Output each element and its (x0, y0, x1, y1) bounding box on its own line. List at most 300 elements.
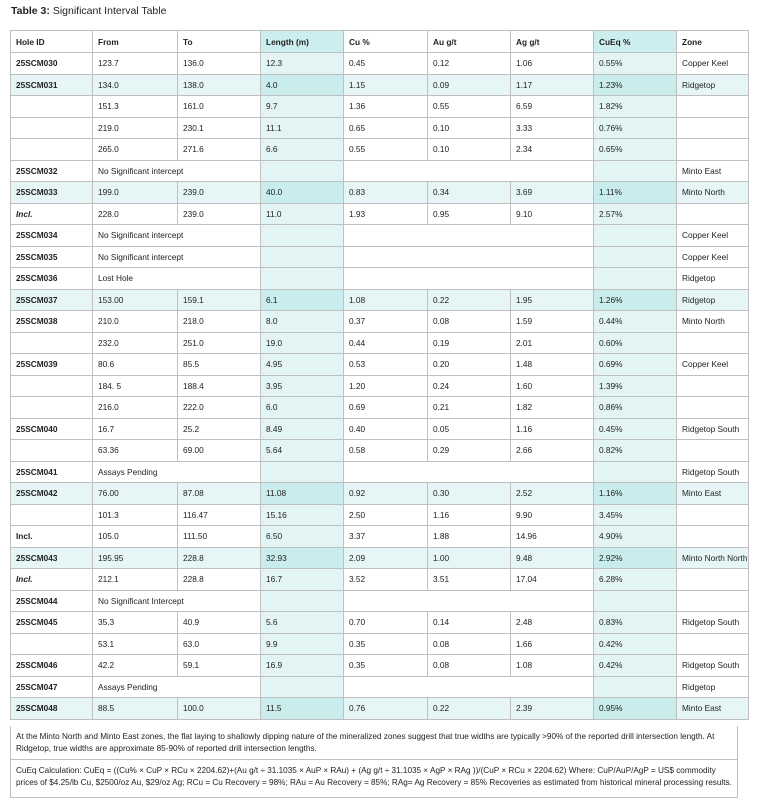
cell-length: 9.9 (261, 633, 344, 655)
table-row (11, 526, 749, 548)
cell-zone: Ridgetop South (677, 612, 749, 634)
cell-length: 9.7 (261, 96, 344, 118)
cell-au: 0.21 (428, 397, 511, 419)
cell-au: 0.95 (428, 203, 511, 225)
cell-length (261, 246, 344, 268)
cell-cu: 0.40 (344, 418, 428, 440)
cell-cu: 1.93 (344, 203, 428, 225)
cell-length: 6.6 (261, 139, 344, 161)
cell-to: 116.47 (178, 504, 261, 526)
cell-cueq (594, 246, 677, 268)
header-cu: Cu % (344, 31, 428, 53)
cell-zone: Ridgetop South (677, 418, 749, 440)
cell-empty (344, 268, 594, 290)
table-row (11, 332, 749, 354)
table-row (11, 440, 749, 462)
cell-ag: 2.39 (511, 698, 594, 720)
cell-hole-id (11, 332, 93, 354)
cell-length (261, 160, 344, 182)
cell-from: 134.0 (93, 74, 178, 96)
cell-cu: 3.37 (344, 526, 428, 548)
cell-cu: 3.52 (344, 569, 428, 591)
cell-au: 0.05 (428, 418, 511, 440)
cell-zone (677, 117, 749, 139)
table-row (11, 160, 749, 182)
cell-ag: 1.66 (511, 633, 594, 655)
cell-zone: Ridgetop (677, 268, 749, 290)
cell-to: 188.4 (178, 375, 261, 397)
cell-from: 153.00 (93, 289, 178, 311)
cell-au: 0.08 (428, 655, 511, 677)
cell-hole-id: 25SCM041 (11, 461, 93, 483)
cell-from: 42.2 (93, 655, 178, 677)
cell-from: 53.1 (93, 633, 178, 655)
cell-zone: Minto East (677, 483, 749, 505)
cell-zone (677, 397, 749, 419)
cell-cueq (594, 676, 677, 698)
cell-hole-id (11, 440, 93, 462)
cell-ag: 1.08 (511, 655, 594, 677)
cell-zone: Minto North North (677, 547, 749, 569)
cell-cueq: 0.65% (594, 139, 677, 161)
table-title-prefix: Table 3: (11, 5, 50, 17)
cell-au: 0.20 (428, 354, 511, 376)
cell-hole-id: 25SCM038 (11, 311, 93, 333)
cell-cu: 0.65 (344, 117, 428, 139)
table-row (11, 504, 749, 526)
cell-hole-id: 25SCM037 (11, 289, 93, 311)
cell-length: 5.64 (261, 440, 344, 462)
cell-length: 11.08 (261, 483, 344, 505)
cell-cu: 0.70 (344, 612, 428, 634)
cell-hole-id: 25SCM040 (11, 418, 93, 440)
cell-length (261, 225, 344, 247)
cell-to: 59.1 (178, 655, 261, 677)
cell-length: 12.3 (261, 53, 344, 75)
table-row (11, 96, 749, 118)
table-row (11, 117, 749, 139)
cell-ag: 17.04 (511, 569, 594, 591)
cell-zone (677, 504, 749, 526)
table-header-row (11, 31, 749, 53)
cell-to: 251.0 (178, 332, 261, 354)
cell-cu: 1.36 (344, 96, 428, 118)
table-row (11, 53, 749, 75)
cell-length (261, 590, 344, 612)
cell-zone: Copper Keel (677, 246, 749, 268)
cell-from: 212.1 (93, 569, 178, 591)
cell-au: 0.22 (428, 289, 511, 311)
cell-hole-id: 25SCM039 (11, 354, 93, 376)
header-ag: Ag g/t (511, 31, 594, 53)
cell-ag: 2.01 (511, 332, 594, 354)
cell-cu: 0.44 (344, 332, 428, 354)
cell-from: 184. 5 (93, 375, 178, 397)
cell-from: 151.3 (93, 96, 178, 118)
table-row (11, 354, 749, 376)
header-length: Length (m) (261, 31, 344, 53)
cell-cueq: 0.42% (594, 655, 677, 677)
cell-hole-id: 25SCM035 (11, 246, 93, 268)
cell-length (261, 461, 344, 483)
cell-empty (344, 160, 594, 182)
cell-to: 228.8 (178, 547, 261, 569)
cell-zone (677, 375, 749, 397)
cell-length: 4.0 (261, 74, 344, 96)
cell-cueq: 0.86% (594, 397, 677, 419)
cell-from: 199.0 (93, 182, 178, 204)
cell-length: 8.49 (261, 418, 344, 440)
cell-zone (677, 526, 749, 548)
table-row (11, 74, 749, 96)
cell-from: 210.0 (93, 311, 178, 333)
table-row (11, 547, 749, 569)
cell-length: 15.16 (261, 504, 344, 526)
cell-cueq: 1.39% (594, 375, 677, 397)
cell-ag: 1.60 (511, 375, 594, 397)
table-row (11, 612, 749, 634)
cell-to: 111.50 (178, 526, 261, 548)
cell-cueq: 0.42% (594, 633, 677, 655)
cell-cueq: 3.45% (594, 504, 677, 526)
cell-to: 218.0 (178, 311, 261, 333)
cell-cueq: 0.55% (594, 53, 677, 75)
cell-to: 69.00 (178, 440, 261, 462)
header-cueq: CuEq % (594, 31, 677, 53)
cell-from: 228.0 (93, 203, 178, 225)
cell-au: 0.08 (428, 311, 511, 333)
cell-length: 40.0 (261, 182, 344, 204)
true-width-note: At the Minto North and Minto East zones, the flat laying to shallowly dipping nature of the mineralized zones suggest that true widths are typically >90% of the reported drill intersection length. At Ridgetop, true widths are approximate 85-90% of reported drill intersection lengths. (10, 726, 738, 760)
table-row (11, 375, 749, 397)
cell-hole-id: Incl. (11, 526, 93, 548)
cell-zone: Ridgetop (677, 74, 749, 96)
cell-zone: Minto North (677, 182, 749, 204)
cell-cueq: 1.11% (594, 182, 677, 204)
cell-cu: 2.09 (344, 547, 428, 569)
cell-length: 16.9 (261, 655, 344, 677)
cell-empty (344, 676, 594, 698)
header-au: Au g/t (428, 31, 511, 53)
cell-cueq: 1.16% (594, 483, 677, 505)
cell-to: 100.0 (178, 698, 261, 720)
header-to: To (178, 31, 261, 53)
cell-cu: 0.53 (344, 354, 428, 376)
cell-from: 105.0 (93, 526, 178, 548)
cell-from: 232.0 (93, 332, 178, 354)
cell-zone (677, 139, 749, 161)
cell-au: 0.30 (428, 483, 511, 505)
cell-hole-id: 25SCM046 (11, 655, 93, 677)
table-row (11, 246, 749, 268)
table-row (11, 397, 749, 419)
cell-hole-id (11, 633, 93, 655)
cell-to: 85.5 (178, 354, 261, 376)
table-row (11, 590, 749, 612)
cell-cueq (594, 268, 677, 290)
cell-zone (677, 569, 749, 591)
cell-status-text: No Significant Intercept (93, 590, 261, 612)
cell-to: 239.0 (178, 203, 261, 225)
cell-cu: 0.83 (344, 182, 428, 204)
cell-hole-id: 25SCM047 (11, 676, 93, 698)
cell-to: 25.2 (178, 418, 261, 440)
table-row (11, 289, 749, 311)
cell-hole-id (11, 504, 93, 526)
table-body (11, 53, 749, 720)
cell-status-text: No Significant intercept (93, 160, 261, 182)
cell-hole-id: Incl. (11, 569, 93, 591)
cell-length: 3.95 (261, 375, 344, 397)
cell-au: 0.55 (428, 96, 511, 118)
table-row (11, 203, 749, 225)
cell-cueq (594, 590, 677, 612)
cell-cueq: 0.83% (594, 612, 677, 634)
cell-cu: 0.58 (344, 440, 428, 462)
cell-cueq (594, 160, 677, 182)
cell-to: 239.0 (178, 182, 261, 204)
cell-au: 0.14 (428, 612, 511, 634)
cell-cueq: 1.23% (594, 74, 677, 96)
cell-to: 222.0 (178, 397, 261, 419)
cell-cu: 0.69 (344, 397, 428, 419)
cell-hole-id: 25SCM031 (11, 74, 93, 96)
header-hole-id: Hole ID (11, 31, 93, 53)
cell-zone: Copper Keel (677, 53, 749, 75)
cell-ag: 2.48 (511, 612, 594, 634)
cell-hole-id: 25SCM032 (11, 160, 93, 182)
cell-length: 16.7 (261, 569, 344, 591)
cell-hole-id (11, 139, 93, 161)
cell-au: 0.22 (428, 698, 511, 720)
cell-cueq (594, 225, 677, 247)
cell-zone (677, 633, 749, 655)
table-row (11, 418, 749, 440)
cell-cu: 0.35 (344, 633, 428, 655)
cell-au: 1.00 (428, 547, 511, 569)
table-row (11, 311, 749, 333)
cell-au: 0.29 (428, 440, 511, 462)
cell-length (261, 676, 344, 698)
cell-hole-id: Incl. (11, 203, 93, 225)
cell-cu: 0.76 (344, 698, 428, 720)
cell-from: 80.6 (93, 354, 178, 376)
cell-to: 138.0 (178, 74, 261, 96)
table-row (11, 698, 749, 720)
cell-from: 123.7 (93, 53, 178, 75)
table-row (11, 569, 749, 591)
cell-ag: 1.95 (511, 289, 594, 311)
cell-to: 161.0 (178, 96, 261, 118)
cell-ag: 3.69 (511, 182, 594, 204)
cell-cu: 1.08 (344, 289, 428, 311)
cell-zone (677, 590, 749, 612)
cell-length: 11.1 (261, 117, 344, 139)
cell-empty (344, 225, 594, 247)
cell-ag: 1.48 (511, 354, 594, 376)
cell-to: 228.8 (178, 569, 261, 591)
table-row (11, 461, 749, 483)
cell-to: 230.1 (178, 117, 261, 139)
cell-ag: 1.59 (511, 311, 594, 333)
cell-zone (677, 96, 749, 118)
cell-empty (344, 590, 594, 612)
cell-ag: 1.16 (511, 418, 594, 440)
cell-au: 0.10 (428, 139, 511, 161)
cell-cueq: 1.26% (594, 289, 677, 311)
cell-cueq: 2.92% (594, 547, 677, 569)
cell-from: 88.5 (93, 698, 178, 720)
cell-from: 101.3 (93, 504, 178, 526)
cell-cueq: 0.82% (594, 440, 677, 462)
cell-au: 0.24 (428, 375, 511, 397)
cell-cu: 0.55 (344, 139, 428, 161)
cell-cu: 0.92 (344, 483, 428, 505)
cell-zone: Copper Keel (677, 225, 749, 247)
cell-cueq: 0.45% (594, 418, 677, 440)
cell-status-text: Lost Hole (93, 268, 261, 290)
cell-hole-id: 25SCM030 (11, 53, 93, 75)
cell-status-text: No Significant intercept (93, 246, 261, 268)
cell-hole-id: 25SCM042 (11, 483, 93, 505)
cell-au: 1.16 (428, 504, 511, 526)
cell-ag: 14.96 (511, 526, 594, 548)
cell-hole-id (11, 96, 93, 118)
cell-hole-id: 25SCM048 (11, 698, 93, 720)
cell-empty (344, 246, 594, 268)
cell-zone: Minto North (677, 311, 749, 333)
cell-length: 5.6 (261, 612, 344, 634)
cell-ag: 1.82 (511, 397, 594, 419)
table-row (11, 676, 749, 698)
cell-zone: Ridgetop South (677, 655, 749, 677)
cell-to: 271.6 (178, 139, 261, 161)
cell-from: 16.7 (93, 418, 178, 440)
cell-zone: Copper Keel (677, 354, 749, 376)
cell-ag: 2.66 (511, 440, 594, 462)
cell-ag: 1.17 (511, 74, 594, 96)
cell-cu: 2.50 (344, 504, 428, 526)
cell-length: 6.1 (261, 289, 344, 311)
cell-zone: Ridgetop South (677, 461, 749, 483)
cell-zone: Ridgetop (677, 676, 749, 698)
cell-hole-id: 25SCM045 (11, 612, 93, 634)
cell-cueq: 0.95% (594, 698, 677, 720)
cell-zone: Minto East (677, 698, 749, 720)
cell-length: 11.0 (261, 203, 344, 225)
cell-cu: 1.20 (344, 375, 428, 397)
table-row (11, 655, 749, 677)
cell-to: 40.9 (178, 612, 261, 634)
significant-interval-table (10, 30, 749, 720)
cell-hole-id (11, 397, 93, 419)
cell-cueq: 0.44% (594, 311, 677, 333)
cell-au: 1.88 (428, 526, 511, 548)
cell-hole-id: 25SCM044 (11, 590, 93, 612)
cell-from: 76.00 (93, 483, 178, 505)
cell-length: 4.95 (261, 354, 344, 376)
cell-ag: 3.33 (511, 117, 594, 139)
table-title-text: Significant Interval Table (49, 5, 167, 17)
cell-au: 0.19 (428, 332, 511, 354)
cell-ag: 2.52 (511, 483, 594, 505)
cell-cueq: 2.57% (594, 203, 677, 225)
cell-hole-id (11, 117, 93, 139)
cell-to: 63.0 (178, 633, 261, 655)
cell-from: 63.36 (93, 440, 178, 462)
table-row (11, 139, 749, 161)
cell-from: 35.3 (93, 612, 178, 634)
cell-length (261, 268, 344, 290)
table-row (11, 483, 749, 505)
header-from: From (93, 31, 178, 53)
cell-ag: 6.59 (511, 96, 594, 118)
cell-zone (677, 440, 749, 462)
cell-hole-id: 25SCM034 (11, 225, 93, 247)
cell-au: 0.08 (428, 633, 511, 655)
cell-cueq: 1.82% (594, 96, 677, 118)
cell-zone (677, 332, 749, 354)
cell-status-text: No Significant intercept (93, 225, 261, 247)
cell-au: 0.12 (428, 53, 511, 75)
cell-hole-id: 25SCM043 (11, 547, 93, 569)
cell-cu: 0.45 (344, 53, 428, 75)
cell-from: 216.0 (93, 397, 178, 419)
cell-zone (677, 203, 749, 225)
cell-length: 6.50 (261, 526, 344, 548)
cell-empty (344, 461, 594, 483)
cell-au: 3.51 (428, 569, 511, 591)
table-title (11, 5, 166, 17)
cell-to: 159.1 (178, 289, 261, 311)
cell-cueq: 0.69% (594, 354, 677, 376)
cell-hole-id (11, 375, 93, 397)
cell-to: 136.0 (178, 53, 261, 75)
cell-ag: 1.06 (511, 53, 594, 75)
cell-cu: 1.15 (344, 74, 428, 96)
cell-from: 219.0 (93, 117, 178, 139)
cell-from: 265.0 (93, 139, 178, 161)
table-row (11, 633, 749, 655)
cell-cu: 0.37 (344, 311, 428, 333)
cell-cueq: 0.76% (594, 117, 677, 139)
cueq-calculation-note: CuEq Calculation: CuEq = ((Cu% × CuP × RCu × 2204.62)+(Au g/t ÷ 31.1035 × AuP × RAu) + (Ag g/t ÷ 31.1035 × AgP × RAg ))/(CuP × RCu × 2204.62) Where: CuP/AuP/AgP = US$ commodity prices of $4.25/lb Cu, $2500/oz Au, $29/oz Ag; RCu = Cu Recovery = 98%; RAu = Au Recovery = 85%; RAg= Ag Recovery = 85% Recoveries as estimated from historical mineral processing results. (10, 760, 738, 798)
cell-cueq: 0.60% (594, 332, 677, 354)
cell-au: 0.09 (428, 74, 511, 96)
cell-to: 87.08 (178, 483, 261, 505)
cell-zone: Ridgetop (677, 289, 749, 311)
table-row (11, 225, 749, 247)
cell-zone: Minto East (677, 160, 749, 182)
cell-from: 195.95 (93, 547, 178, 569)
header-zone: Zone (677, 31, 749, 53)
cell-length: 6.0 (261, 397, 344, 419)
cell-length: 8.0 (261, 311, 344, 333)
cell-cu: 0.35 (344, 655, 428, 677)
cell-status-text: Assays Pending (93, 676, 261, 698)
cell-cueq: 6.28% (594, 569, 677, 591)
cell-ag: 9.48 (511, 547, 594, 569)
cell-status-text: Assays Pending (93, 461, 261, 483)
table-row (11, 268, 749, 290)
cell-length: 32.93 (261, 547, 344, 569)
cell-ag: 2.34 (511, 139, 594, 161)
cell-ag: 9.90 (511, 504, 594, 526)
cell-ag: 9.10 (511, 203, 594, 225)
table-row (11, 182, 749, 204)
cell-hole-id: 25SCM036 (11, 268, 93, 290)
cell-au: 0.34 (428, 182, 511, 204)
